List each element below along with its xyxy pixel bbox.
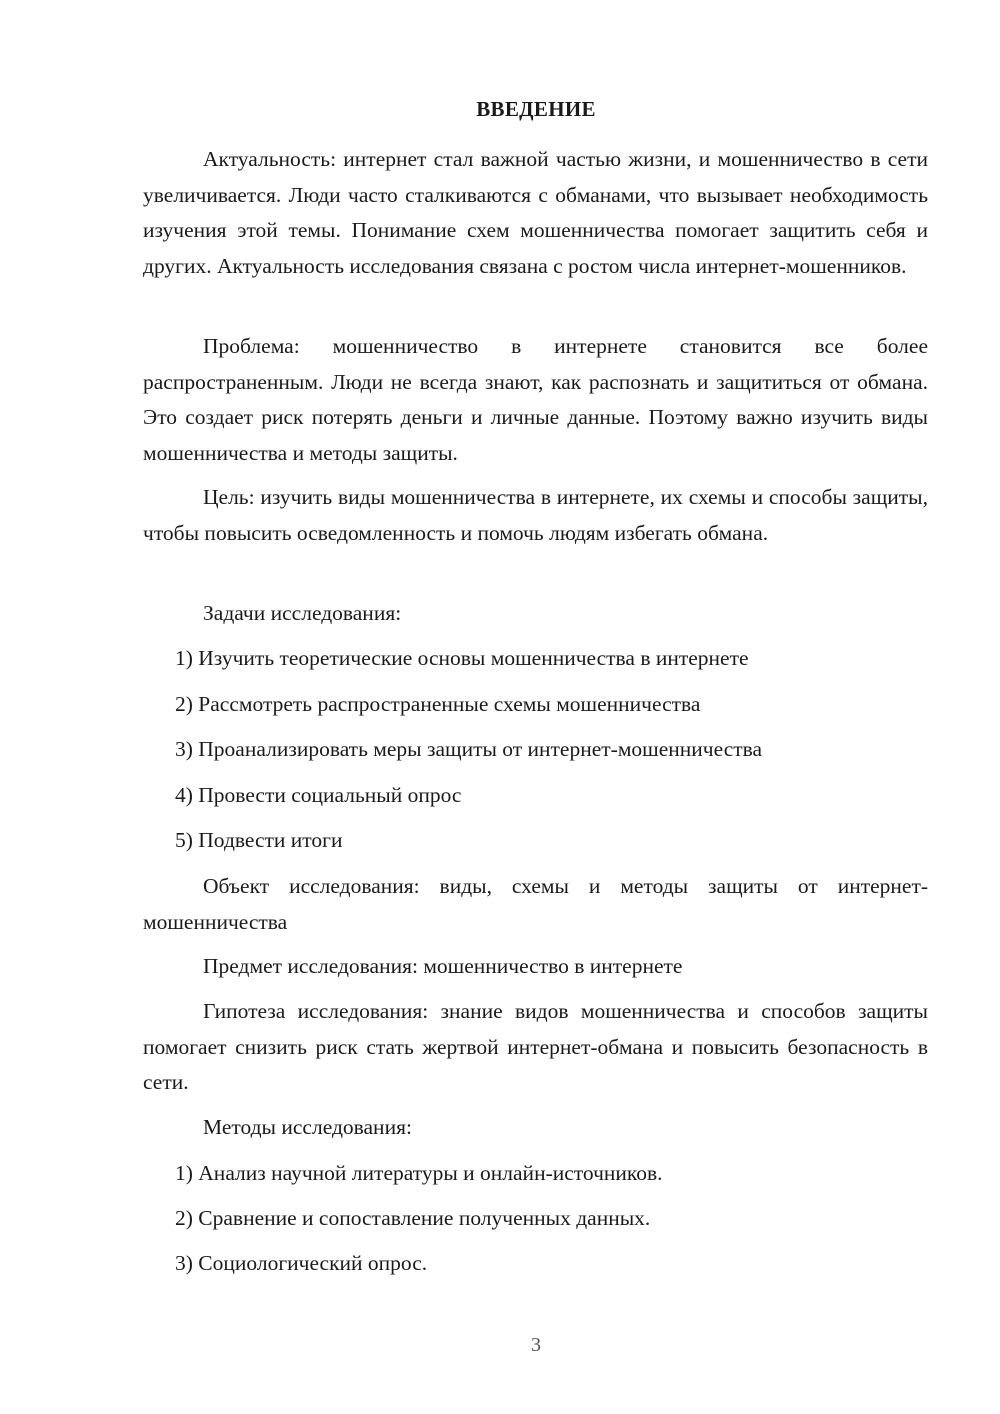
paragraph-problem: Проблема: мошенничество в интернете становится все более распространенным. Люди не всегда знают, как распознать и защититься от обмана. Это создает риск потерять деньги и личные данные. Поэтому важно изучить виды мошенничества и методы защиты. — [143, 334, 928, 465]
tasks-title: Задачи исследования: — [203, 601, 402, 625]
list-item: 2) Рассмотреть распространенные схемы мошенничества — [175, 692, 701, 716]
section-heading: ВВЕДЕНИЕ — [476, 97, 596, 121]
list-item: 1) Анализ научной литературы и онлайн-источников. — [175, 1161, 663, 1185]
paragraph-relevance: Актуальность: интернет стал важной частью жизни, и мошенничество в сети увеличивается. Люди часто сталкиваются с обманами, что вызывает необходимость изучения этой темы. Понимание схем мошенничества помогает защитить себя и других. Актуальность исследования связана с ростом числа интернет-мошенников. — [143, 147, 928, 278]
list-item: 1) Изучить теоретические основы мошенничества в интернете — [175, 646, 749, 670]
paragraph-subject: Предмет исследования: мошенничество в интернете — [203, 954, 683, 978]
paragraph-hypothesis: Гипотеза исследования: знание видов мошенничества и способов защиты помогает снизить риск стать жертвой интернет-обмана и повысить безопасность в сети. — [143, 999, 928, 1094]
list-item: 4) Провести социальный опрос — [175, 783, 462, 807]
list-item: 3) Проанализировать меры защиты от интернет-мошенничества — [175, 737, 763, 761]
paragraph-object: Объект исследования: виды, схемы и методы защиты от интернет-мошенничества — [143, 874, 928, 934]
list-item: 5) Подвести итоги — [175, 828, 343, 852]
page-number: 3 — [531, 1334, 541, 1356]
list-item: 2) Сравнение и сопоставление полученных данных. — [175, 1206, 651, 1230]
paragraph-goal: Цель: изучить виды мошенничества в интернете, их схемы и способы защиты, чтобы повысить осведомленность и помочь людям избегать обмана. — [143, 485, 928, 545]
methods-title: Методы исследования: — [203, 1115, 412, 1139]
list-item: 3) Социологический опрос. — [175, 1251, 428, 1275]
